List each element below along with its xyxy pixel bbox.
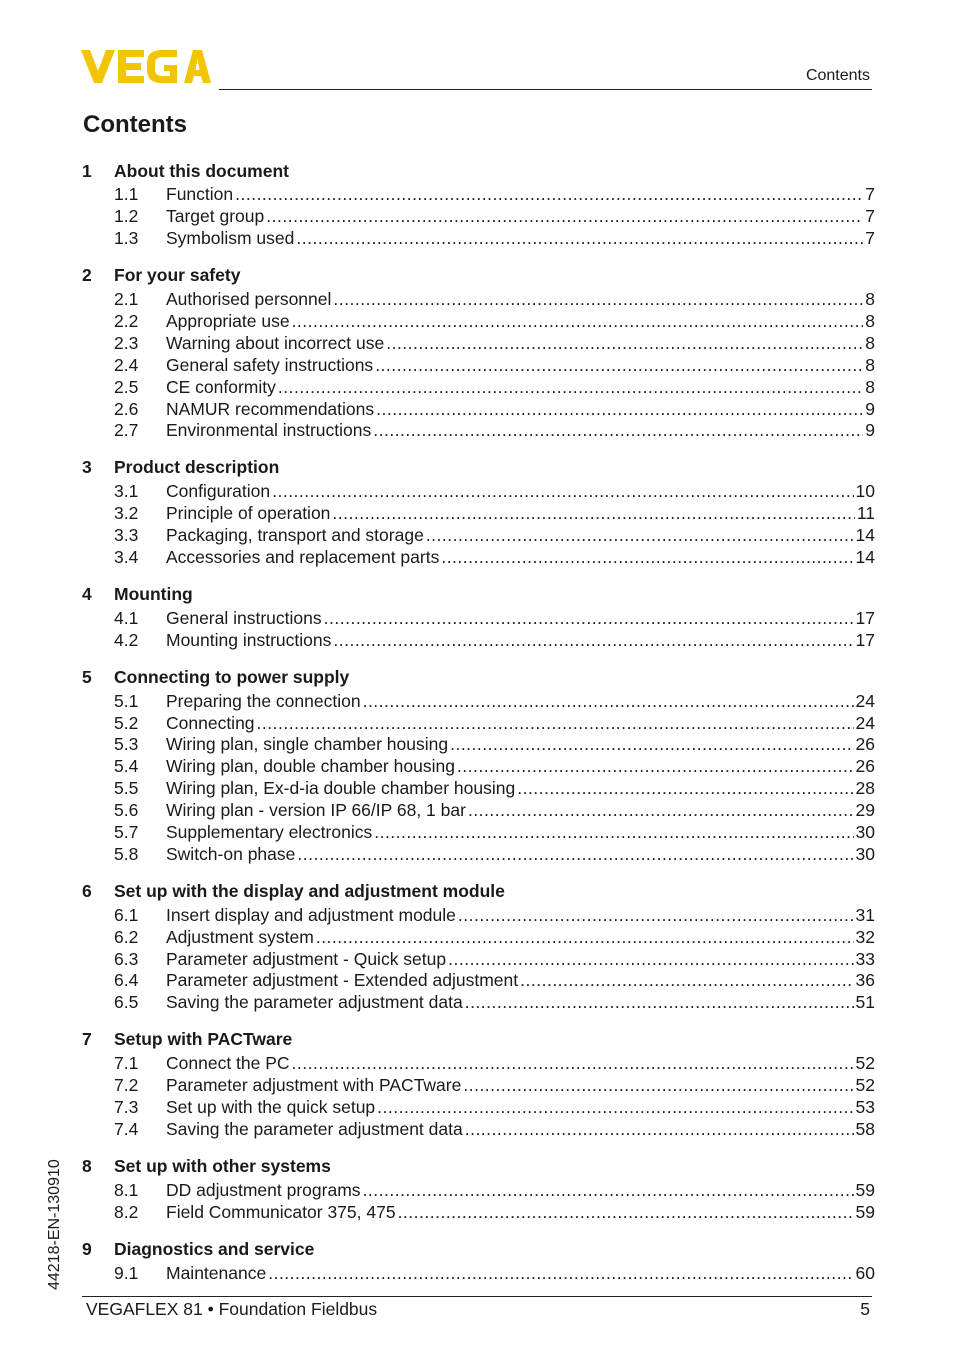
entry-number: 3.3 (114, 525, 139, 546)
entry-page-number: 30 (855, 822, 875, 843)
entry-page-number: 59 (855, 1179, 875, 1200)
toc-section-heading[interactable] (82, 158, 875, 184)
toc-section (82, 1153, 875, 1223)
dot-leader (257, 713, 854, 734)
toc-section-heading[interactable] (82, 1236, 875, 1262)
section-title: Diagnostics and service (114, 1238, 315, 1259)
dot-leader (266, 206, 863, 227)
toc-section-heading[interactable] (82, 1027, 875, 1053)
entry-title: Connecting (166, 712, 255, 733)
dot-leader (272, 481, 853, 502)
section-title: Mounting (114, 583, 193, 604)
entry-page-number: 8 (865, 289, 875, 310)
table-of-contents (82, 158, 875, 1297)
entry-number: 1.2 (114, 206, 139, 227)
entry-page-number: 24 (855, 690, 875, 711)
dot-leader (465, 992, 854, 1013)
dot-leader (296, 228, 863, 249)
entry-title: Mounting instructions (166, 629, 332, 650)
entry-title: Wiring plan, Ex-d-ia double chamber housing (166, 778, 516, 799)
dot-leader (426, 525, 854, 546)
entry-number: 2.6 (114, 398, 139, 419)
entry-title: Configuration (166, 481, 271, 502)
dot-leader (468, 800, 854, 821)
entry-title: Authorised personnel (166, 289, 332, 310)
entry-title: Connect the PC (166, 1053, 290, 1074)
entry-title: NAMUR recommendations (166, 398, 375, 419)
entry-title: General safety instructions (166, 354, 374, 375)
entry-page-number: 14 (855, 525, 875, 546)
entry-page-number: 17 (855, 607, 875, 628)
toc-section-heading[interactable] (82, 878, 875, 904)
dot-leader (450, 734, 853, 755)
entry-title: Wiring plan - version IP 66/IP 68, 1 bar (166, 800, 466, 821)
toc-entry[interactable] (82, 948, 875, 970)
entry-number: 5.3 (114, 734, 139, 755)
dot-leader (332, 503, 854, 524)
section-title: Setup with PACTware (114, 1029, 293, 1050)
dot-leader (324, 608, 854, 629)
toc-entry[interactable] (82, 970, 875, 992)
toc-section-heading[interactable] (82, 1153, 875, 1179)
entry-page-number: 10 (855, 481, 875, 502)
entry-number: 8.2 (114, 1201, 139, 1222)
running-header: Contents (805, 67, 870, 84)
entry-title: Saving the parameter adjustment data (166, 1118, 463, 1139)
entry-number: 1.3 (114, 228, 139, 249)
entry-number: 2.1 (114, 289, 139, 310)
toc-entry[interactable] (82, 1053, 875, 1075)
dot-leader (517, 778, 853, 799)
entry-number: 4.1 (114, 607, 139, 628)
entry-title: Switch-on phase (166, 843, 296, 864)
entry-page-number: 28 (855, 778, 875, 799)
toc-section-heading[interactable] (82, 263, 875, 289)
entry-number: 6.4 (114, 970, 139, 991)
dot-leader (465, 1119, 854, 1140)
toc-entry[interactable] (82, 712, 875, 734)
toc-entry[interactable] (82, 1119, 875, 1141)
dot-leader (386, 333, 863, 354)
section-title: For your safety (114, 265, 241, 286)
toc-entry[interactable] (82, 481, 875, 503)
section-number: 4 (82, 583, 92, 604)
entry-title: Parameter adjustment - Quick setup (166, 948, 447, 969)
entry-page-number: 8 (865, 311, 875, 331)
entry-title: Accessories and replacement parts (166, 547, 440, 568)
entry-title: Warning about incorrect use (166, 332, 385, 353)
entry-title: Target group (166, 206, 265, 227)
entry-number: 2.2 (114, 311, 139, 331)
toc-entry[interactable] (82, 822, 875, 844)
toc-section (82, 158, 875, 250)
toc-entry[interactable] (82, 1262, 875, 1284)
toc-entry[interactable] (82, 800, 875, 822)
dot-leader (373, 420, 863, 441)
entry-title: Appropriate use (166, 311, 290, 331)
section-number: 2 (82, 265, 92, 286)
entry-title: Supplementary electronics (166, 822, 373, 843)
dot-leader (292, 1053, 854, 1074)
toc-entry[interactable] (82, 289, 875, 311)
toc-entry[interactable] (82, 525, 875, 547)
entry-page-number: 58 (855, 1118, 875, 1139)
entry-page-number: 26 (855, 734, 875, 755)
footer-divider (82, 1296, 872, 1297)
toc-section (82, 878, 875, 1013)
entry-page-number: 8 (865, 354, 875, 375)
toc-entry[interactable] (82, 376, 875, 398)
toc-section (82, 1236, 875, 1284)
entry-number: 3.4 (114, 547, 139, 568)
section-title: Connecting to power supply (114, 666, 350, 687)
vega-logo (81, 50, 211, 83)
entry-page-number: 14 (855, 547, 875, 568)
entry-title: Set up with the quick setup (166, 1097, 376, 1118)
toc-entry[interactable] (82, 904, 875, 926)
section-number: 5 (82, 666, 92, 687)
dot-leader (441, 547, 853, 568)
entry-title: General instructions (166, 607, 322, 628)
entry-title: CE conformity (166, 376, 276, 397)
dot-leader (363, 1180, 854, 1201)
section-number: 7 (82, 1029, 92, 1050)
toc-entry[interactable] (82, 778, 875, 800)
toc-entry[interactable] (82, 184, 875, 206)
entry-title: Wiring plan, double chamber housing (166, 756, 455, 777)
toc-section (82, 664, 875, 865)
entry-page-number: 59 (855, 1201, 875, 1222)
entry-number: 3.1 (114, 481, 139, 502)
entry-page-number: 33 (855, 948, 875, 969)
entry-number: 6.1 (114, 904, 139, 925)
entry-page-number: 24 (855, 712, 875, 733)
section-title: About this document (114, 160, 289, 181)
header-divider (219, 89, 872, 90)
entry-number: 5.7 (114, 822, 139, 843)
entry-number: 4.2 (114, 629, 139, 650)
toc-entry[interactable] (82, 1097, 875, 1119)
dot-leader (463, 1075, 853, 1096)
section-title: Product description (114, 457, 280, 478)
entry-number: 5.1 (114, 690, 139, 711)
dot-leader (377, 1097, 853, 1118)
entry-page-number: 11 (856, 503, 875, 524)
dot-leader (363, 691, 854, 712)
page-number: 5 (860, 1299, 870, 1319)
toc-entry[interactable] (82, 1201, 875, 1223)
entry-title: Preparing the connection (166, 690, 361, 711)
toc-entry[interactable] (82, 992, 875, 1014)
footer-product: VEGAFLEX 81 • Foundation Fieldbus (86, 1299, 378, 1319)
dot-leader (268, 1263, 853, 1284)
entry-number: 5.8 (114, 843, 139, 864)
entry-number: 6.2 (114, 926, 139, 947)
dot-leader (520, 970, 853, 991)
entry-page-number: 29 (855, 800, 875, 821)
entry-page-number: 9 (865, 420, 875, 441)
section-number: 8 (82, 1155, 92, 1176)
toc-entry[interactable] (82, 734, 875, 756)
dot-leader (235, 184, 863, 205)
toc-section (82, 1027, 875, 1141)
entry-page-number: 31 (855, 904, 875, 925)
toc-entry[interactable] (82, 398, 875, 420)
section-number: 3 (82, 457, 92, 478)
dot-leader (457, 756, 854, 777)
section-number: 6 (82, 880, 92, 901)
entry-title: Saving the parameter adjustment data (166, 992, 463, 1013)
toc-entry[interactable] (82, 547, 875, 569)
dot-leader (297, 844, 853, 865)
section-number: 9 (82, 1238, 92, 1259)
entry-number: 7.2 (114, 1075, 139, 1096)
entry-number: 7.1 (114, 1053, 139, 1074)
entry-number: 3.2 (114, 503, 139, 524)
entry-title: Maintenance (166, 1262, 267, 1283)
section-number: 1 (82, 160, 92, 181)
toc-section-heading[interactable] (82, 664, 875, 690)
dot-leader (375, 355, 863, 376)
entry-page-number: 51 (855, 992, 875, 1013)
document-code: 44218-EN-130910 (46, 1159, 63, 1290)
toc-entry[interactable] (82, 332, 875, 354)
dot-leader (333, 289, 863, 310)
entry-number: 7.3 (114, 1097, 139, 1118)
entry-number: 2.7 (114, 420, 139, 441)
toc-entry[interactable] (82, 354, 875, 376)
entry-number: 6.5 (114, 992, 139, 1013)
toc-entry[interactable] (82, 228, 875, 250)
entry-number: 5.4 (114, 756, 139, 777)
toc-entry[interactable] (82, 1179, 875, 1201)
entry-page-number: 17 (855, 629, 875, 650)
entry-title: Principle of operation (166, 503, 331, 524)
entry-page-number: 30 (855, 843, 875, 864)
dot-leader (398, 1202, 854, 1223)
entry-number: 6.3 (114, 948, 139, 969)
entry-number: 5.2 (114, 712, 139, 733)
entry-title: Parameter adjustment - Extended adjustment (166, 970, 519, 991)
entry-title: Field Communicator 375, 475 (166, 1201, 396, 1222)
entry-page-number: 36 (855, 970, 875, 991)
entry-number: 7.4 (114, 1118, 139, 1139)
toc-entry[interactable] (82, 420, 875, 442)
entry-number: 5.6 (114, 800, 139, 821)
toc-entry[interactable] (82, 311, 875, 333)
entry-page-number: 52 (855, 1075, 875, 1096)
entry-number: 8.1 (114, 1179, 139, 1200)
dot-leader (376, 399, 863, 420)
dot-leader (374, 822, 853, 843)
toc-entry[interactable] (82, 503, 875, 525)
dot-leader (278, 377, 863, 398)
section-title: Set up with the display and adjustment module (114, 880, 505, 901)
entry-number: 5.5 (114, 778, 139, 799)
entry-title: Symbolism used (166, 228, 295, 249)
toc-entry[interactable] (82, 926, 875, 948)
dot-leader (292, 311, 864, 332)
entry-page-number: 8 (865, 332, 875, 353)
section-title: Set up with other systems (114, 1155, 331, 1176)
entry-page-number: 32 (855, 926, 875, 947)
entry-page-number: 52 (855, 1053, 875, 1074)
entry-number: 2.5 (114, 376, 139, 397)
toc-section (82, 455, 875, 569)
toc-section-heading[interactable] (82, 455, 875, 481)
dot-leader (458, 905, 854, 926)
entry-title: Parameter adjustment with PACTware (166, 1075, 462, 1096)
entry-page-number: 53 (855, 1097, 875, 1118)
entry-title: Environmental instructions (166, 420, 372, 441)
entry-number: 2.3 (114, 332, 139, 353)
entry-page-number: 7 (865, 184, 875, 205)
entry-number: 2.4 (114, 354, 139, 375)
entry-title: DD adjustment programs (166, 1179, 361, 1200)
toc-entry[interactable] (82, 629, 875, 651)
entry-page-number: 60 (855, 1262, 875, 1283)
page-title: Contents (83, 111, 187, 138)
toc-entry[interactable] (82, 206, 875, 228)
entry-page-number: 8 (865, 376, 875, 397)
toc-entry[interactable] (82, 843, 875, 865)
entry-page-number: 7 (865, 228, 875, 249)
toc-entry[interactable] (82, 756, 875, 778)
toc-entry[interactable] (82, 607, 875, 629)
toc-section (82, 263, 875, 442)
entry-page-number: 7 (865, 206, 875, 227)
entry-page-number: 9 (865, 398, 875, 419)
entry-title: Packaging, transport and storage (166, 525, 424, 546)
dot-leader (316, 927, 854, 948)
toc-entry[interactable] (82, 690, 875, 712)
entry-number: 9.1 (114, 1262, 139, 1283)
dot-leader (448, 949, 853, 970)
toc-section-heading[interactable] (82, 581, 875, 607)
dot-leader (333, 630, 853, 651)
entry-number: 1.1 (114, 184, 139, 205)
entry-page-number: 26 (855, 756, 875, 777)
entry-title: Adjustment system (166, 926, 314, 947)
entry-title: Function (166, 184, 234, 205)
entry-title: Insert display and adjustment module (166, 904, 456, 925)
entry-title: Wiring plan, single chamber housing (166, 734, 449, 755)
toc-section (82, 581, 875, 651)
toc-entry[interactable] (82, 1075, 875, 1097)
